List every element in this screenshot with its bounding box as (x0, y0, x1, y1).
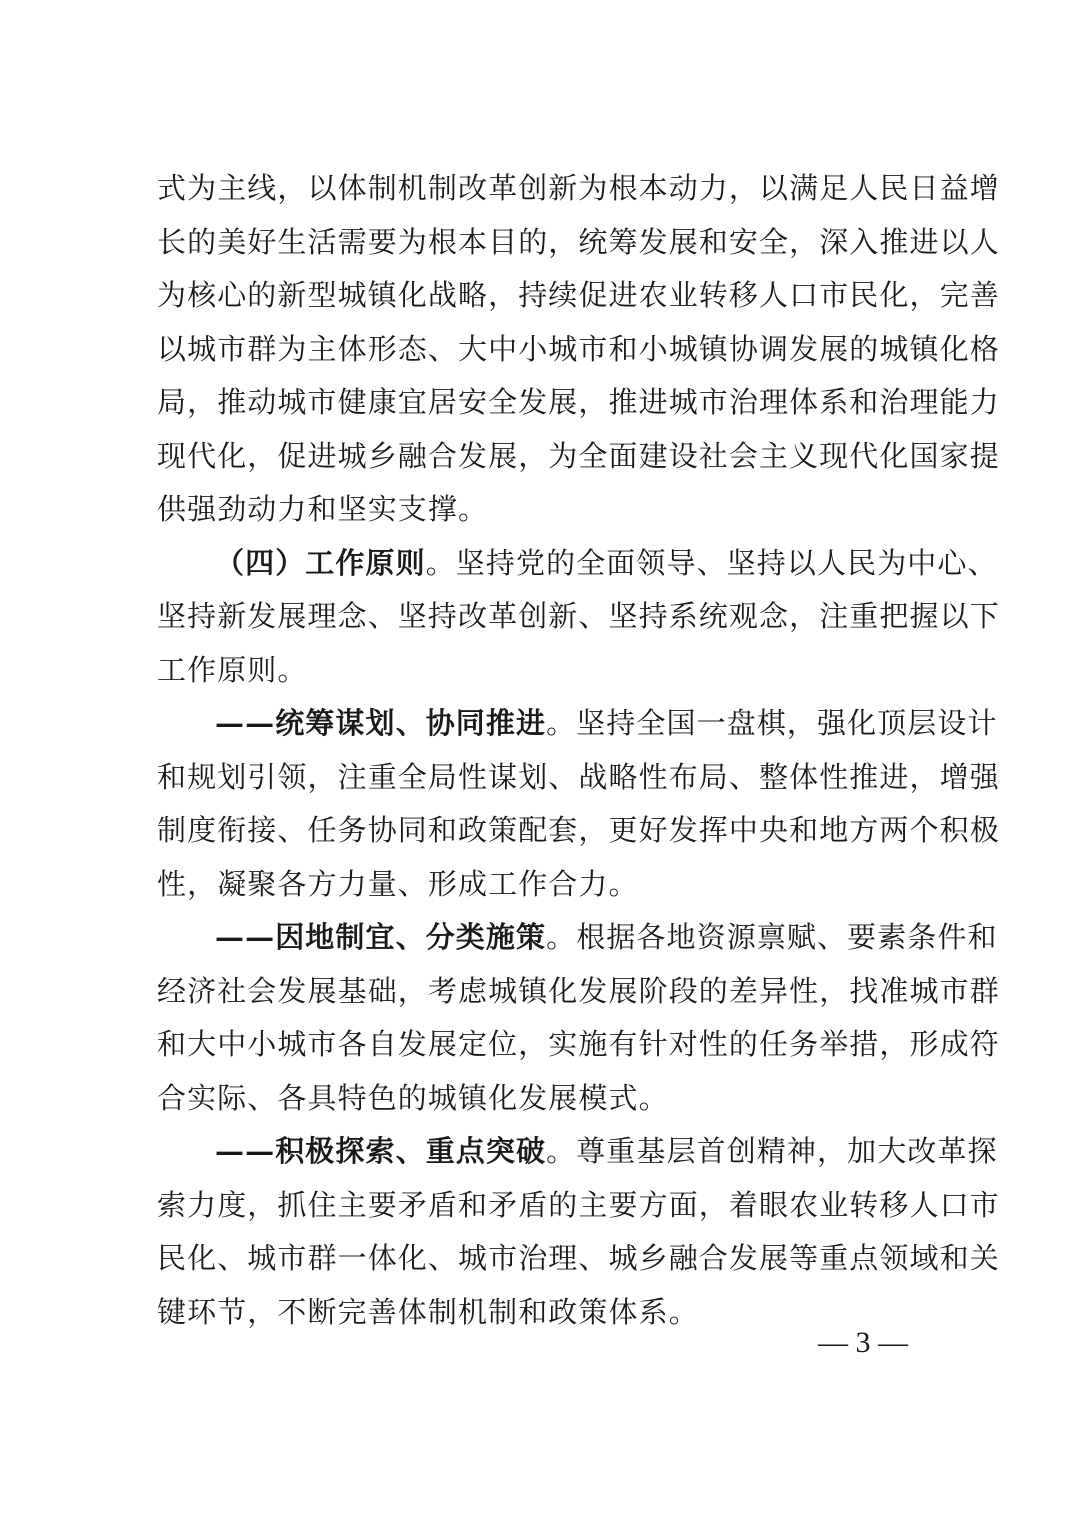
text-line (157, 911, 998, 965)
heading-followup-text: 。尊重基层首创精神，加大改革探 (546, 1134, 998, 1168)
text-line: 工作原则。 (157, 652, 308, 687)
text-line: 索力度，抓住主要矛盾和矛盾的主要方面，着眼农业转移人口市 (157, 1187, 1000, 1222)
principle-heading: ——积极探索、重点突破 (215, 1134, 547, 1168)
heading-followup-text: 。坚持党的全面领导、坚持以人民为中心、 (425, 545, 998, 580)
principle-heading: ——因地制宜、分类施策 (215, 920, 547, 954)
principle-heading: ——统筹谋划、协同推进 (215, 706, 547, 740)
text-line: 性，凝聚各方力量、形成工作合力。 (157, 866, 639, 901)
text-line: 坚持新发展理念、坚持改革创新、坚持系统观念，注重把握以下 (157, 599, 1000, 633)
text-line (157, 537, 998, 591)
text-line: 供强劲动力和坚实支撑。 (157, 492, 489, 526)
text-line: 合实际、各具特色的城镇化发展模式。 (157, 1080, 669, 1115)
heading-followup-text: 。根据各地资源禀赋、要素条件和 (546, 920, 998, 954)
text-line: 现代化，促进城乡融合发展，为全面建设社会主义现代化国家提 (157, 438, 1000, 473)
paragraph-guiding-thought-continuation (157, 162, 1000, 537)
paragraph-key-breakthroughs (157, 1125, 1000, 1339)
text-line (157, 1125, 998, 1179)
paragraph-work-principles (157, 537, 1000, 698)
text-line: 以城市群为主体形态、大中小城市和小城镇协调发展的城镇化格 (157, 331, 1000, 366)
paragraph-local-conditions (157, 911, 1000, 1125)
text-line: 和规划引领，注重全局性谋划、战略性布局、整体性推进，增强 (157, 759, 1000, 794)
text-line: 为核心的新型城镇化战略，持续促进农业转移人口市民化，完善 (157, 278, 1000, 312)
text-line: 经济社会发展基础，考虑城镇化发展阶段的差异性，找准城市群 (157, 973, 1000, 1008)
paragraph-overall-planning (157, 697, 1000, 911)
section-heading: （四）工作原则 (215, 545, 426, 580)
text-line (157, 697, 998, 751)
page-number: — 3 — (818, 1326, 908, 1359)
body-text (157, 162, 1000, 1339)
text-line: 局，推动城市健康宜居安全发展，推进城市治理体系和治理能力 (157, 385, 1000, 419)
text-line: 民化、城市群一体化、城市治理、城乡融合发展等重点领域和关 (157, 1241, 1000, 1275)
text-line: 长的美好生活需要为根本目的，统筹发展和安全，深入推进以人 (157, 224, 1000, 259)
text-line: 和大中小城市各自发展定位，实施有针对性的任务举措，形成符 (157, 1027, 1000, 1061)
text-line: 键环节，不断完善体制机制和政策体系。 (157, 1294, 699, 1329)
text-line: 制度衔接、任务协同和政策配套，更好发挥中央和地方两个积极 (157, 813, 1000, 847)
heading-followup-text: 。坚持全国一盘棋，强化顶层设计 (546, 706, 998, 740)
text-line: 式为主线，以体制机制改革创新为根本动力，以满足人民日益增 (157, 171, 1000, 205)
